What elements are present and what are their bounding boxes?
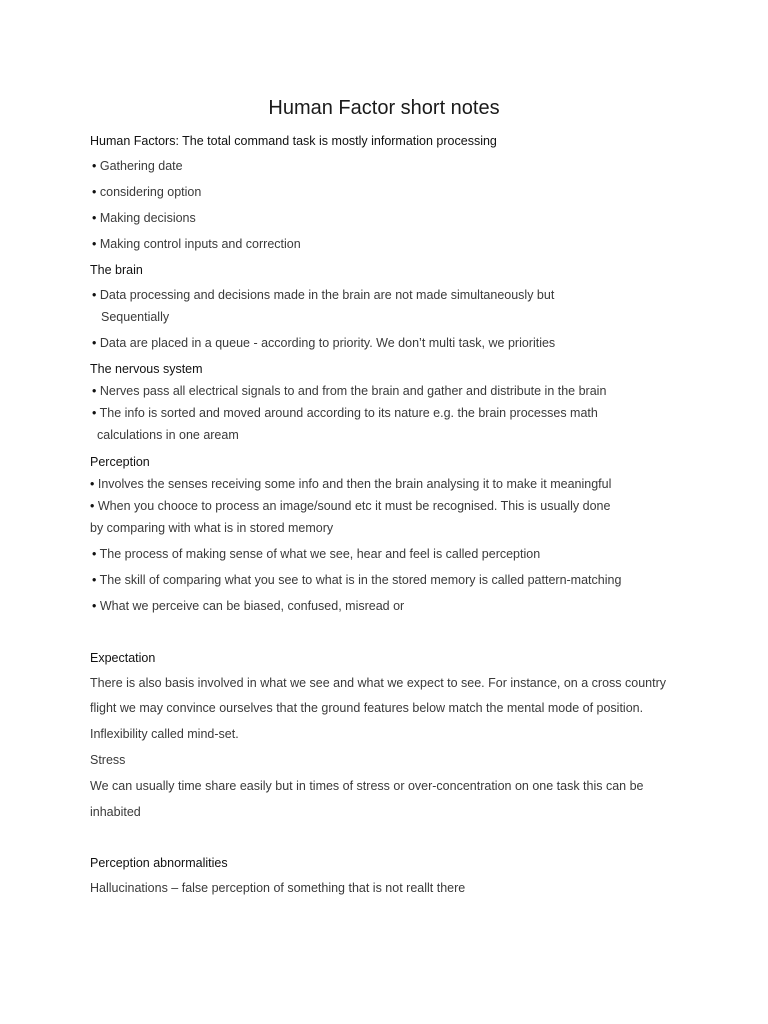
brain-heading: The brain bbox=[90, 263, 143, 277]
list-item: • Nerves pass all electrical signals to and from the brain and gather and distribute in the brain bbox=[92, 384, 607, 398]
list-item: • considering option bbox=[92, 185, 202, 199]
nervous-heading: The nervous system bbox=[90, 362, 203, 376]
list-item: • Data are placed in a queue - according to priority. We don’t multi task, we priorities bbox=[92, 336, 556, 350]
list-item: • Gathering date bbox=[92, 159, 183, 173]
list-item: • The process of making sense of what we see, hear and feel is called perception bbox=[92, 547, 541, 561]
paragraph-line: We can usually time share easily but in times of stress or over-concentration on one task this can be bbox=[90, 779, 644, 793]
paragraph-line: Inflexibility called mind-set. bbox=[90, 727, 239, 741]
paragraph-line: Stress bbox=[90, 753, 126, 767]
list-item: • When you chooce to process an image/sound etc it must be recognised. This is usually done bbox=[90, 499, 611, 513]
list-item: • Involves the senses receiving some info and then the brain analysing it to make it meaningful bbox=[90, 477, 612, 491]
list-item-continuation: Sequentially bbox=[101, 310, 170, 324]
paragraph-line: There is also basis involved in what we see and what we expect to see. For instance, on a cross country bbox=[90, 676, 666, 690]
paragraph-line: inhabited bbox=[90, 805, 141, 819]
list-item: • The skill of comparing what you see to what is in the stored memory is called pattern-matching bbox=[92, 573, 622, 587]
list-item: • What we perceive can be biased, confused, misread or bbox=[92, 599, 405, 613]
perception-heading: Perception bbox=[90, 455, 150, 469]
list-item: • Making control inputs and correction bbox=[92, 237, 301, 251]
abnormalities-heading: Perception abnormalities bbox=[90, 856, 228, 870]
paragraph-line: Hallucinations – false perception of something that is not reallt there bbox=[90, 881, 466, 895]
paragraph-line: flight we may convince ourselves that the ground features below match the mental mode of position. bbox=[90, 701, 644, 715]
list-item: • Data processing and decisions made in the brain are not made simultaneously but bbox=[92, 288, 555, 302]
list-item-continuation: by comparing with what is in stored memory bbox=[90, 521, 334, 535]
list-item: • Making decisions bbox=[92, 211, 196, 225]
list-item: • The info is sorted and moved around according to its nature e.g. the brain processes math bbox=[92, 406, 598, 420]
list-item-continuation: calculations in one aream bbox=[97, 428, 239, 442]
page-title: Human Factor short notes bbox=[268, 97, 500, 119]
intro-heading: Human Factors: The total command task is mostly information processing bbox=[90, 134, 497, 148]
expectation-heading: Expectation bbox=[90, 651, 156, 665]
